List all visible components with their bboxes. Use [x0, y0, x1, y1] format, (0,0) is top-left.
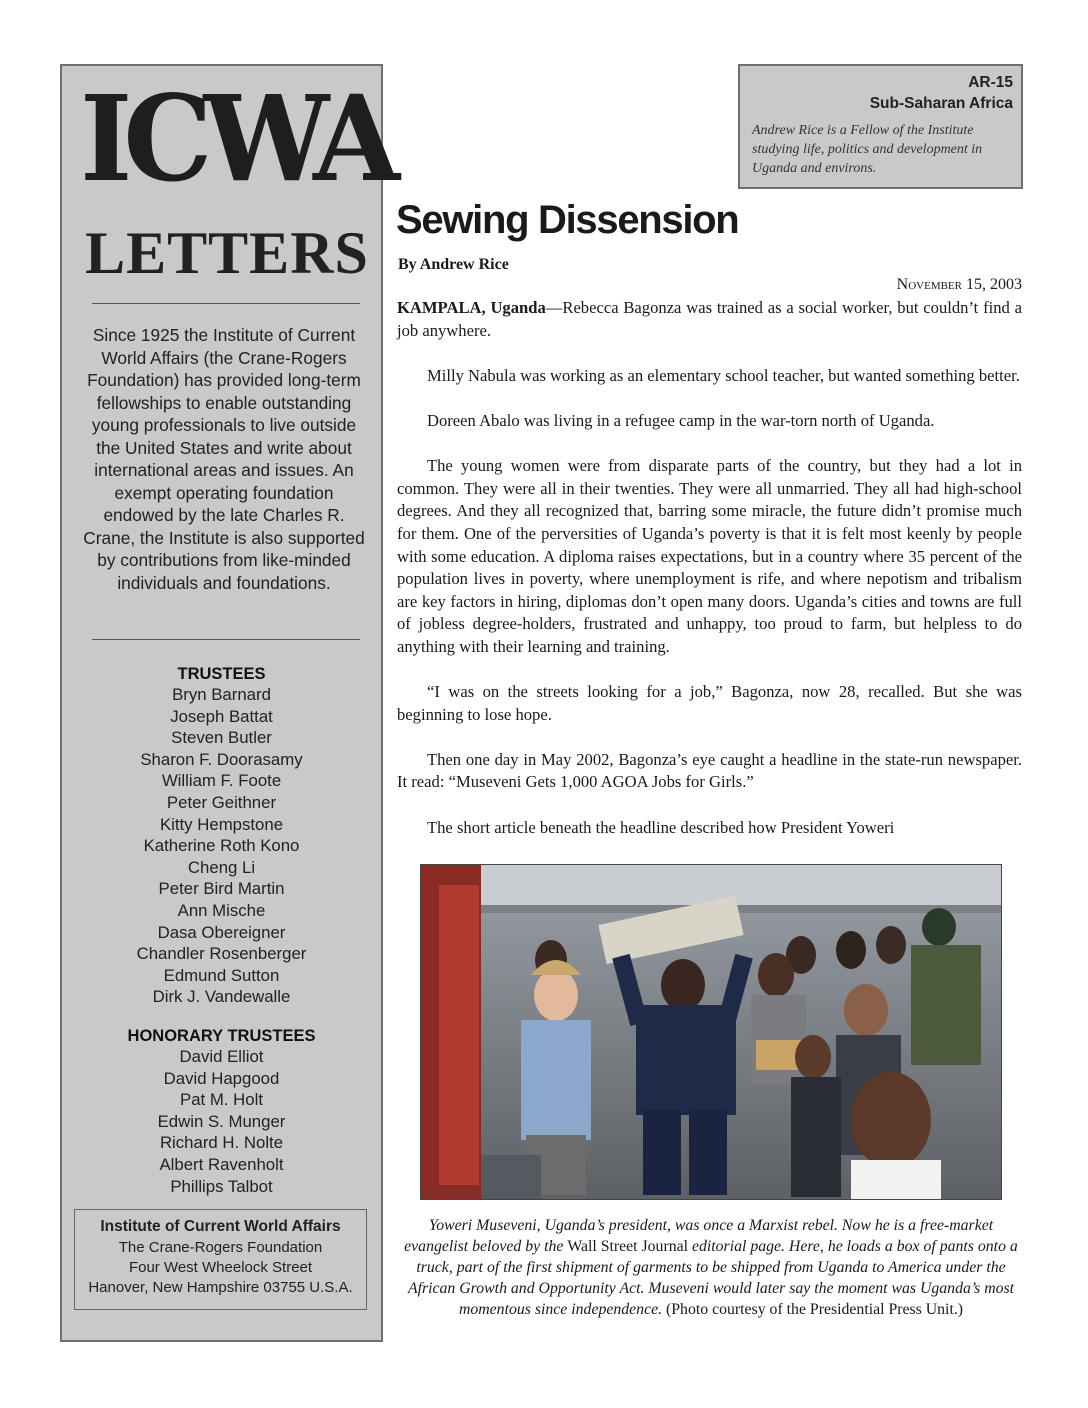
- institute-street: Four West Wheelock Street: [128, 1259, 313, 1276]
- caption-italic-part: editorial page. Here, he loads a box of pants onto a truck, part of the first shipment of garments to be shipped from Uganda to America under the African Growth and Opportunity Act. Museveni would later say the moment was Uganda’s most momentous since independence.: [407, 1238, 1018, 1318]
- honorary-trustee-name: Pat M. Holt: [180, 1090, 263, 1110]
- article-paragraph-text: —Rebecca Bagonza was trained as a social worker, but couldn’t find a job anywhere.: [397, 298, 1022, 340]
- trustee-name: Kitty Hempstone: [159, 814, 284, 834]
- article-paragraph: [397, 297, 1022, 342]
- trustee-name: Katherine Roth Kono: [143, 836, 300, 856]
- caption-publication: Wall Street Journal: [567, 1238, 689, 1255]
- honorary-trustee-name: David Hapgood: [163, 1068, 280, 1088]
- trustee-name: Bryn Barnard: [172, 685, 271, 704]
- trustee-name: Cheng Li: [187, 857, 256, 877]
- sidebar: [60, 64, 392, 1342]
- article-paragraph: The young women were from disparate parts of the country, but they had a lot in common. They were all in their twenties. They were all unmarried. They all had high-school degrees. And they all recognized that, barring some miracle, the future didn’t promise much for them. One of the perversities of Uganda’s poverty is that it is felt most keenly by people with some education. A diploma raises expectations, but in a country where 35 percent of the population lives in poverty, where unemployment is rife, and where nepotism and tribalism are key factors in hiring, diplomas don’t open many doors. Uganda’s cities and towns are full of jobless degree-holders, frustrated and unhappy, too proud to farm, but helpless to do anything with their learning and training.: [397, 456, 1022, 656]
- article-body: [397, 297, 1022, 862]
- article-date: November 15, 2003: [896, 276, 1022, 293]
- article-title: Sewing Dissension: [396, 198, 739, 242]
- article-paragraph: The short article beneath the headline described how President Yoweri: [427, 817, 895, 837]
- caption-italic-part: Yoweri Museveni, Uganda’s president, was once a Marxist rebel. Now he is a free-market evangelist beloved by the: [404, 1217, 994, 1255]
- honorary-trustee-name: David Elliot: [179, 1047, 264, 1066]
- institute-name: Institute of Current World Affairs: [100, 1218, 341, 1235]
- letter-info-box: [738, 64, 1023, 189]
- honorary-trustees-list: [62, 1046, 381, 1197]
- honorary-trustees-heading: HONORARY TRUSTEES: [127, 1027, 316, 1045]
- logo-icwa: ICWA: [80, 70, 392, 209]
- honorary-trustee-name: Albert Ravenholt: [159, 1154, 284, 1174]
- honorary-trustee-name: Richard H. Nolte: [159, 1133, 284, 1153]
- trustees-list: [62, 684, 381, 1008]
- trustee-name: Ann Mische: [177, 900, 266, 920]
- article-paragraph: Milly Nabula was working as an elementary school teacher, but wanted something better.: [427, 365, 1020, 385]
- institute-address-box: [74, 1209, 367, 1310]
- photo-caption: [400, 1215, 1022, 1320]
- article-photo: [420, 864, 1002, 1200]
- trustee-name: Chandler Rosenberger: [136, 944, 307, 964]
- institute-foundation: The Crane-Rogers Foundation: [118, 1239, 323, 1256]
- trustees-heading: TRUSTEES: [177, 665, 266, 683]
- logo-letters: LETTERS: [85, 220, 369, 286]
- honorary-trustee-name: Phillips Talbot: [170, 1176, 273, 1196]
- honorary-trustee-name: Edwin S. Munger: [157, 1111, 286, 1131]
- trustee-name: Edmund Sutton: [163, 965, 280, 985]
- institute-intro: Since 1925 the Institute of Current World Affairs (the Crane-Rogers Foundation) has provided long-term fellowships to enable outstanding young professionals to live outside the United States and write about international areas and issues. An exempt operating foundation endowed by the late Charles R. Crane, the Institute is also supported by contributions from like-minded individuals and foundations.: [83, 325, 365, 593]
- photo-illustration: [421, 865, 1001, 1199]
- author-description: Andrew Rice is a Fellow of the Institute studying life, politics and development in Uganda and environs.: [752, 123, 983, 176]
- article-dateline: KAMPALA, Uganda: [397, 298, 546, 317]
- trustee-name: William F. Foote: [161, 771, 282, 791]
- trustee-name: Peter Geithner: [166, 792, 277, 812]
- trustee-name: Dirk J. Vandewalle: [152, 987, 291, 1007]
- trustee-name: Dasa Obereigner: [157, 922, 286, 942]
- article-paragraph: “I was on the streets looking for a job,” Bagonza, now 28, recalled. But she was beginning to lose hope.: [397, 682, 1022, 724]
- letter-code: AR-15: [968, 74, 1013, 91]
- trustee-name: Steven Butler: [171, 728, 272, 748]
- article-byline: By Andrew Rice: [398, 256, 509, 273]
- article-paragraph: Doreen Abalo was living in a refugee camp in the war-torn north of Uganda.: [427, 410, 935, 430]
- sidebar-divider: [92, 303, 360, 304]
- trustee-name: Sharon F. Doorasamy: [140, 749, 303, 769]
- caption-credit: (Photo courtesy of the Presidential Press Unit.): [662, 1301, 964, 1318]
- article-paragraph: Then one day in May 2002, Bagonza’s eye caught a headline in the state-run newspaper. It read: “Museveni Gets 1,000 AGOA Jobs for Girls.”: [397, 749, 1022, 792]
- trustee-name: Peter Bird Martin: [158, 879, 285, 899]
- institute-city: Hanover, New Hampshire 03755 U.S.A.: [88, 1279, 353, 1296]
- sidebar-divider: [92, 639, 360, 640]
- letter-region: Sub-Saharan Africa: [869, 95, 1013, 112]
- trustee-name: Joseph Battat: [170, 706, 273, 726]
